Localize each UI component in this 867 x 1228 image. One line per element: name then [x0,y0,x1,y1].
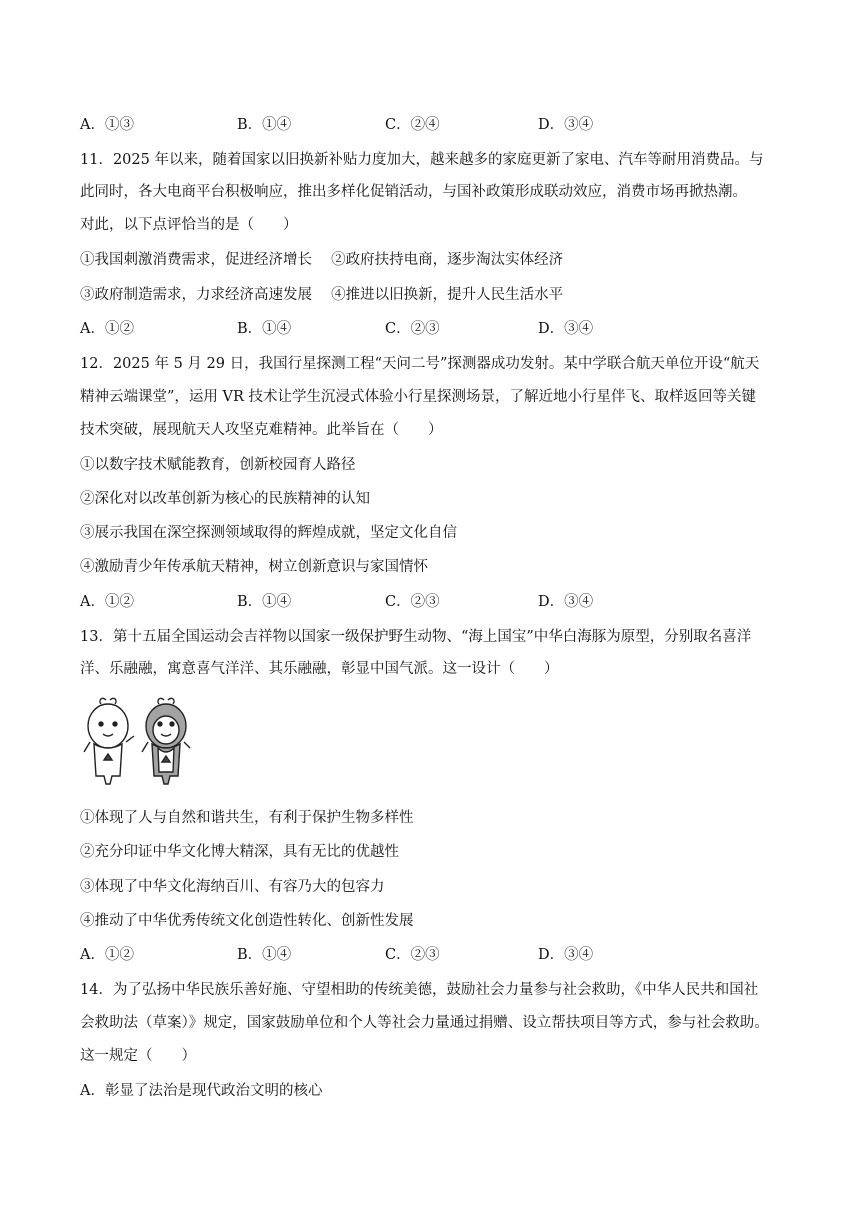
q11-stem-line-2: 此同时，各大电商平台积极响应，推出多样化促销活动，与国补政策形成联动效应，消费市场再掀热潮。 [80,184,747,200]
mascot-right [142,698,190,784]
q13-options [80,945,780,965]
q10-options [80,115,780,135]
mascot-left [84,698,134,784]
q11-stem-line-3: 对此，以下点评恰当的是（ ） [80,217,298,233]
option-c[interactable]: C．②④ [385,117,440,133]
option-c[interactable]: C．②③ [385,594,440,610]
q12-stem-line-1: 12．2025 年 5 月 29 日，我国行星探测工程“天问二号”探测器成功发射。某中学联合航天单位开设“航天 [80,356,760,372]
option-a[interactable]: A．①② [80,594,134,610]
option-d[interactable]: D．③④ [538,947,594,963]
q12-options [80,592,780,612]
q11-statements-1: ①我国刺激消费需求，促进经济增长 ②政府扶持电商，逐步淘汰实体经济 [80,252,564,268]
option-b[interactable]: B．①④ [237,947,292,963]
option-d[interactable]: D．③④ [538,321,594,337]
q13-stem-line-1: 13．第十五届全国运动会吉祥物以国家一级保护野生动物、“海上国宝”中华白海豚为原型，分别取名喜洋 [80,629,752,645]
option-a[interactable]: A．①② [80,947,134,963]
mascot-illustration [78,696,200,792]
option-c[interactable]: C．②③ [385,321,440,337]
q12-statement-1: ①以数字技术赋能教育，创新校园育人路径 [80,457,356,473]
option-a[interactable]: A．①③ [80,117,134,133]
q14-stem-line-3: 这一规定（ ） [80,1048,196,1064]
option-d[interactable]: D．③④ [538,117,594,133]
option-b[interactable]: B．①④ [237,321,292,337]
q11-statements-2: ③政府制造需求，力求经济高速发展 ④推进以旧换新，提升人民生活水平 [80,287,564,303]
q12-statement-2: ②深化对以改革创新为核心的民族精神的认知 [80,491,370,507]
q11-options [80,319,780,339]
option-b[interactable]: B．①④ [237,594,292,610]
q12-statement-4: ④激励青少年传承航天精神，树立创新意识与家国情怀 [80,559,428,575]
q13-stem-line-2: 洋、乐融融，寓意喜气洋洋、其乐融融，彰显中国气派。这一设计（ ） [80,661,559,677]
q13-statement-4: ④推动了中华优秀传统文化创造性转化、创新性发展 [80,913,414,929]
option-c[interactable]: C．②③ [385,947,440,963]
q14-stem-line-1: 14．为了弘扬中华民族乐善好施、守望相助的传统美德，鼓励社会力量参与社会救助，《中华人民共和国社 [80,982,759,998]
q12-stem-line-2: 精神云端课堂”，运用 VR 技术让学生沉浸式体验小行星探测场景，了解近地小行星伴飞、取样返回等关键 [80,389,757,405]
q12-statement-3: ③展示我国在深空探测领域取得的辉煌成就，坚定文化自信 [80,525,457,541]
option-d[interactable]: D．③④ [538,594,594,610]
q11-stem-line-1: 11．2025 年以来，随着国家以旧换新补贴力度加大，越来越多的家庭更新了家电、汽车等耐用消费品。与 [80,152,764,168]
option-a[interactable]: A．彰显了法治是现代政治文明的核心 [80,1083,323,1099]
q12-stem-line-3: 技术突破，展现航天人攻坚克难精神。此举旨在（ ） [80,422,443,438]
q14-stem-line-2: 会救助法（草案）》规定，国家鼓励单位和个人等社会力量通过捐赠、设立帮扶项目等方式，参与社会救助。 [80,1015,769,1031]
q13-statement-2: ②充分印证中华文化博大精深，具有无比的优越性 [80,844,399,860]
q13-statement-3: ③体现了中华文化海纳百川、有容乃大的包容力 [80,879,385,895]
q13-statement-1: ①体现了人与自然和谐共生，有利于保护生物多样性 [80,810,414,826]
option-a[interactable]: A．①② [80,321,134,337]
option-b[interactable]: B．①④ [237,117,292,133]
